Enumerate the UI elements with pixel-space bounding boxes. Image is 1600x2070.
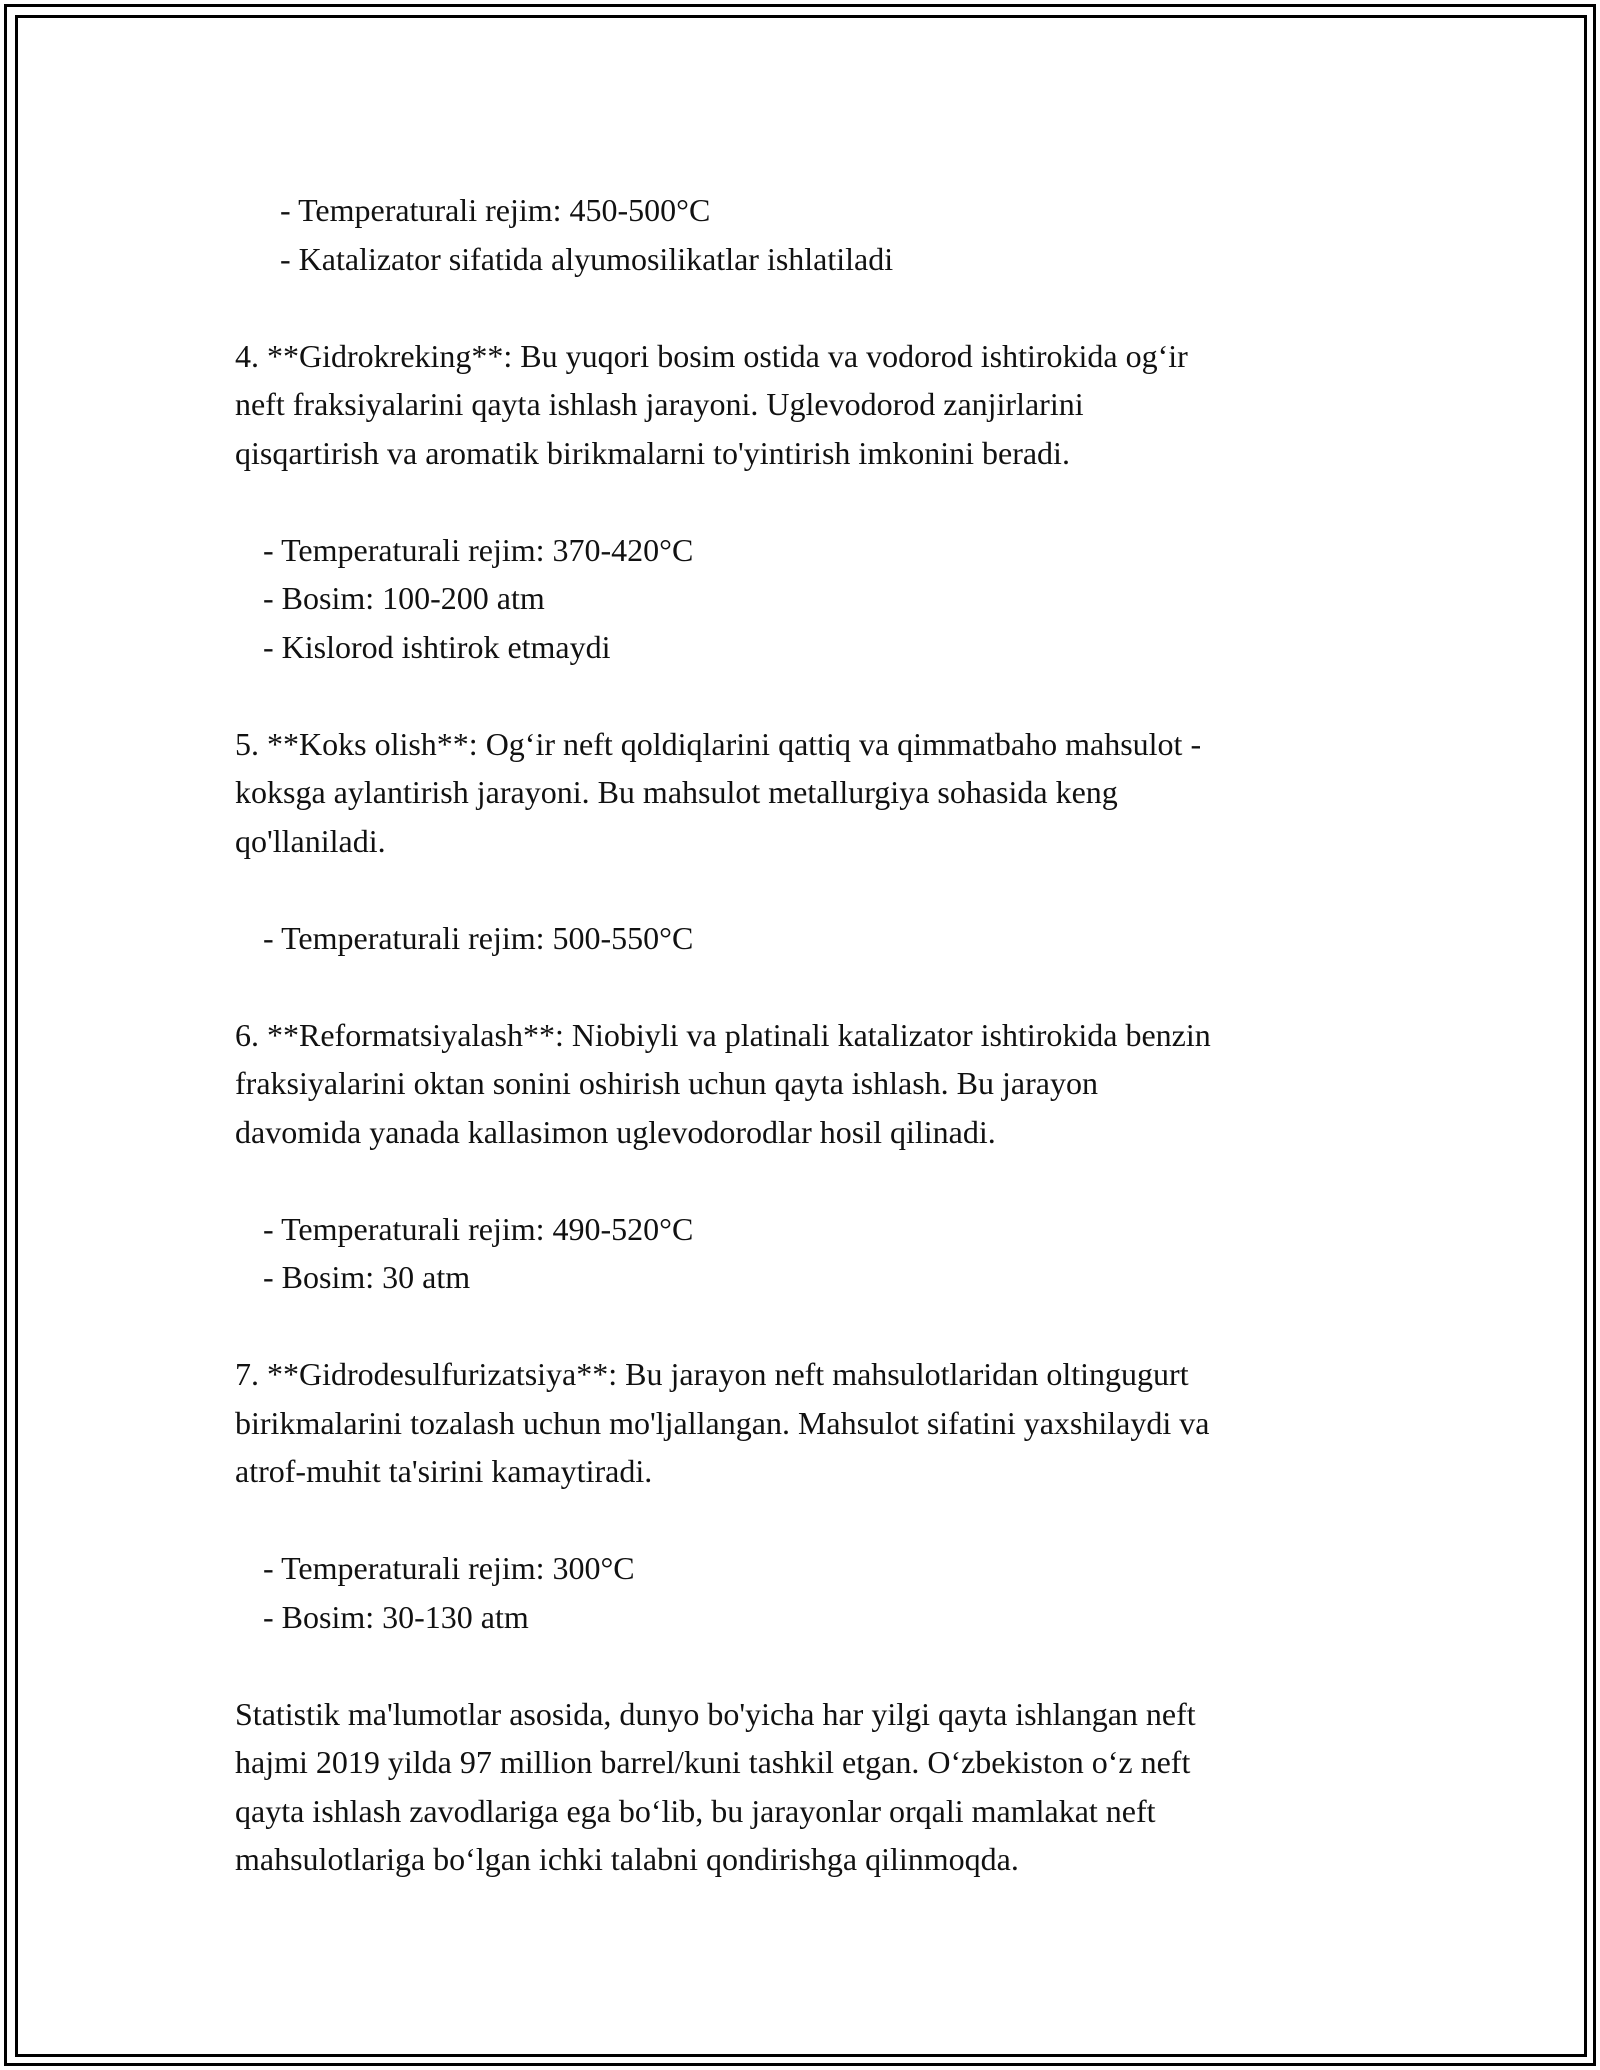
paragraph-gap (235, 865, 1365, 914)
paragraph-gap (235, 671, 1365, 720)
document-body (235, 186, 1365, 1884)
paragraph-gap (235, 1302, 1365, 1351)
section-text-line: 4. **Gidrokreking**: Bu yuqori bosim ostida va vodorod ishtirokida og‘ir (235, 337, 1188, 374)
closing-text-line: qayta ishlash zavodlariga ega bo‘lib, bu jarayonlar orqali mamlakat neft (235, 1792, 1156, 1829)
section-text-line: 6. **Reformatsiyalash**: Niobiyli va platinali katalizator ishtirokida benzin (235, 1016, 1211, 1053)
section-text-line: birikmalarini tozalash uchun mo'ljallangan. Mahsulot sifatini yaxshilaydi va (235, 1404, 1210, 1441)
closing-paragraph (235, 1690, 1365, 1884)
section-bullet: - Temperaturali rejim: 370-420°C (263, 531, 694, 568)
closing-text-line: hajmi 2019 yilda 97 million barrel/kuni tashkil etgan. O‘zbekiston o‘z neft (235, 1744, 1191, 1780)
paragraph-gap (235, 1641, 1365, 1690)
section-text-line: koksga aylantirish jarayoni. Bu mahsulot metallurgiya sohasida keng (235, 774, 1118, 810)
closing-text-line: mahsulotlariga bo‘lgan ichki talabni qondirishga qilinmoqda. (235, 1841, 1019, 1877)
intro-bullet: - Katalizator sifatida alyumosilikatlar ishlatiladi (280, 240, 894, 277)
paragraph-gap (235, 283, 1365, 332)
section-bullet: - Kislorod ishtirok etmaydi (263, 628, 611, 665)
section-bullet: - Temperaturali rejim: 500-550°C (263, 919, 694, 956)
paragraph-gap (235, 477, 1365, 526)
paragraph-gap (235, 962, 1365, 1011)
section-text-line: davomida yanada kallasimon uglevodorodlar hosil qilinadi. (235, 1113, 996, 1150)
section-bullet: - Bosim: 30-130 atm (263, 1598, 529, 1635)
section-gidrokreking (235, 332, 1365, 672)
section-text-line: 7. **Gidrodesulfurizatsiya**: Bu jarayon neft mahsulotlaridan oltingugurt (235, 1356, 1189, 1392)
section-bullet: - Bosim: 30 atm (263, 1259, 471, 1295)
intro-bullet: - Temperaturali rejim: 450-500°C (280, 192, 711, 228)
section-bullet: - Temperaturali rejim: 490-520°C (263, 1210, 694, 1247)
section-text-line: qo'llaniladi. (235, 822, 386, 859)
paragraph-gap (235, 1156, 1365, 1205)
section-reformatsiyalash (235, 1011, 1365, 1302)
intro-bullet-list (235, 186, 1365, 283)
section-bullet: - Bosim: 100-200 atm (263, 580, 545, 616)
section-text-line: atrof-muhit ta'sirini kamaytiradi. (235, 1453, 653, 1489)
section-koks-olish (235, 720, 1365, 963)
section-text-line: qisqartirish va aromatik birikmalarni to'yintirish imkonini beradi. (235, 434, 1070, 471)
section-gidrodesulfurizatsiya (235, 1350, 1365, 1641)
section-bullet: - Temperaturali rejim: 300°C (263, 1550, 635, 1586)
closing-text-line: Statistik ma'lumotlar asosida, dunyo bo'yicha har yilgi qayta ishlangan neft (235, 1695, 1196, 1732)
paragraph-gap (235, 1496, 1365, 1545)
section-text-line: fraksiyalarini oktan sonini oshirish uchun qayta ishlash. Bu jarayon (235, 1065, 1098, 1101)
section-text-line: 5. **Koks olish**: Og‘ir neft qoldiqlarini qattiq va qimmatbaho mahsulot - (235, 725, 1202, 762)
section-text-line: neft fraksiyalarini qayta ishlash jarayoni. Uglevodorod zanjirlarini (235, 386, 1084, 422)
